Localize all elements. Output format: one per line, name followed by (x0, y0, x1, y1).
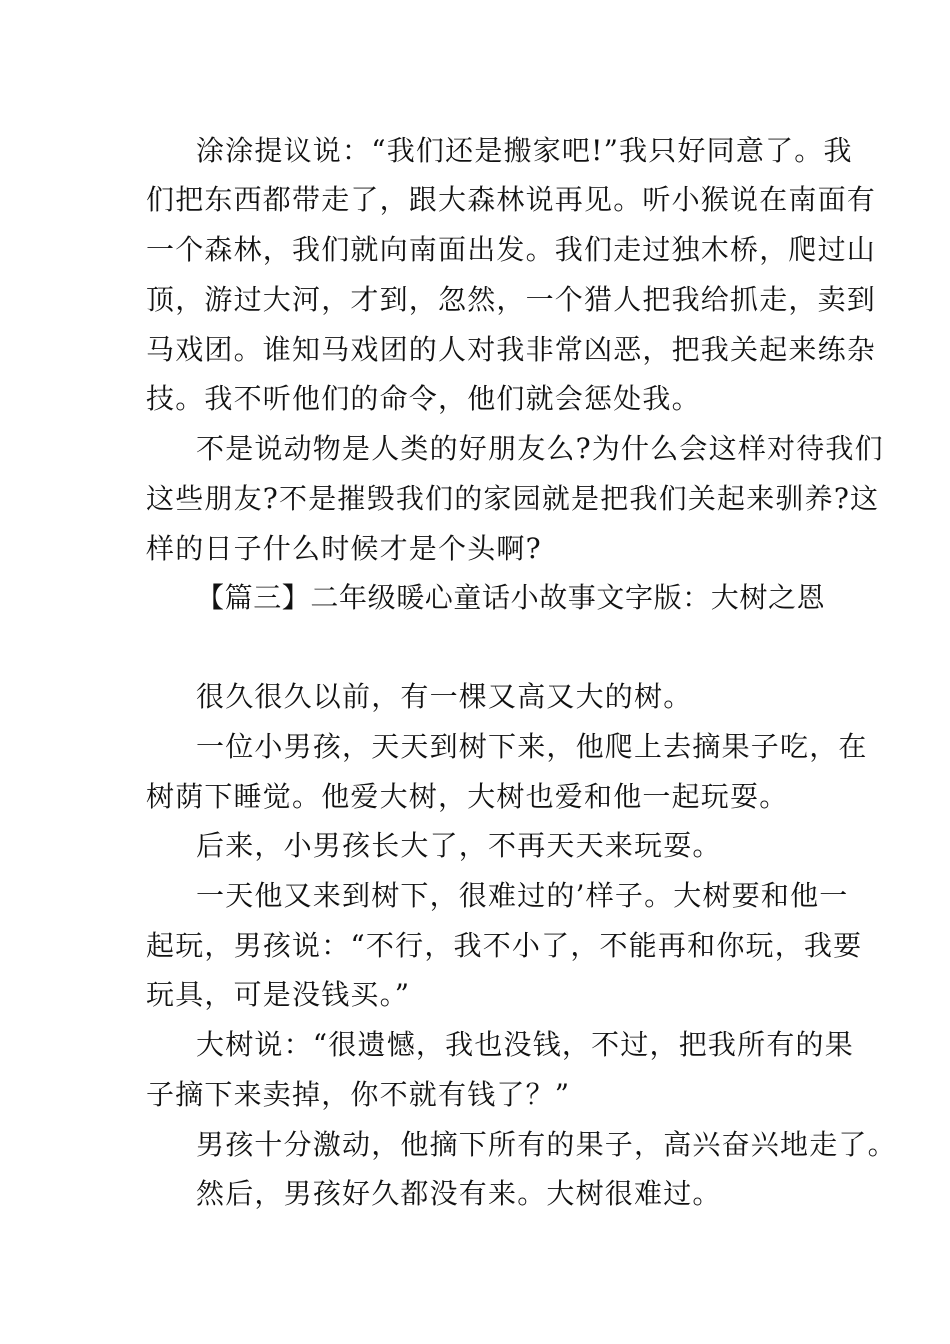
paragraph-line: 这些朋友?不是摧毁我们的家园就是把我们关起来驯养?这 (146, 482, 880, 515)
paragraph-line: 很久很久以前，有一棵又高又大的树。 (196, 680, 693, 713)
section-heading: 【篇三】二年级暖心童话小故事文字版：大树之恩 (196, 581, 826, 614)
paragraph-line: 然后，男孩好久都没有来。大树很难过。 (196, 1177, 722, 1210)
paragraph-line: 树荫下睡觉。他爱大树，大树也爱和他一起玩耍。 (146, 780, 789, 813)
paragraph-line: 男孩十分激动，他摘下所有的果子，高兴奋兴地走了。 (196, 1128, 897, 1161)
paragraph-line: 样的日子什么时候才是个头啊? (146, 532, 542, 565)
paragraph-line: 马戏团。谁知马戏团的人对我非常凶恶，把我关起来练杂 (146, 333, 877, 366)
paragraph-line: 起玩，男孩说：“不行，我不小了，不能再和你玩，我要 (146, 929, 863, 962)
paragraph-line: 玩具，可是没钱买。” (146, 978, 411, 1011)
paragraph-line: 涂涂提议说：“我们还是搬家吧!”我只好同意了。我 (196, 134, 853, 167)
paragraph-line: 一个森林，我们就向南面出发。我们走过独木桥，爬过山 (146, 233, 877, 266)
paragraph-line: 后来，小男孩长大了，不再天天来玩耍。 (196, 829, 722, 862)
paragraph-line: 子摘下来卖掉，你不就有钱了？” (146, 1078, 571, 1111)
paragraph-line: 大树说：“很遗憾，我也没钱，不过，把我所有的果 (196, 1028, 854, 1061)
paragraph-line: 一位小男孩，天天到树下来，他爬上去摘果子吃，在 (196, 730, 868, 763)
paragraph-line: 不是说动物是人类的好朋友么?为什么会这样对待我们 (196, 432, 884, 465)
paragraph-line: 们把东西都带走了，跟大森林说再见。听小猴说在南面有 (146, 183, 877, 216)
paragraph-line: 顶，游过大河，才到，忽然，一个猎人把我给抓走，卖到 (146, 283, 877, 316)
paragraph-line: 技。我不听他们的命令，他们就会惩处我。 (146, 382, 701, 415)
paragraph-line: 一天他又来到树下，很难过的’样子。大树要和他一 (196, 879, 849, 912)
